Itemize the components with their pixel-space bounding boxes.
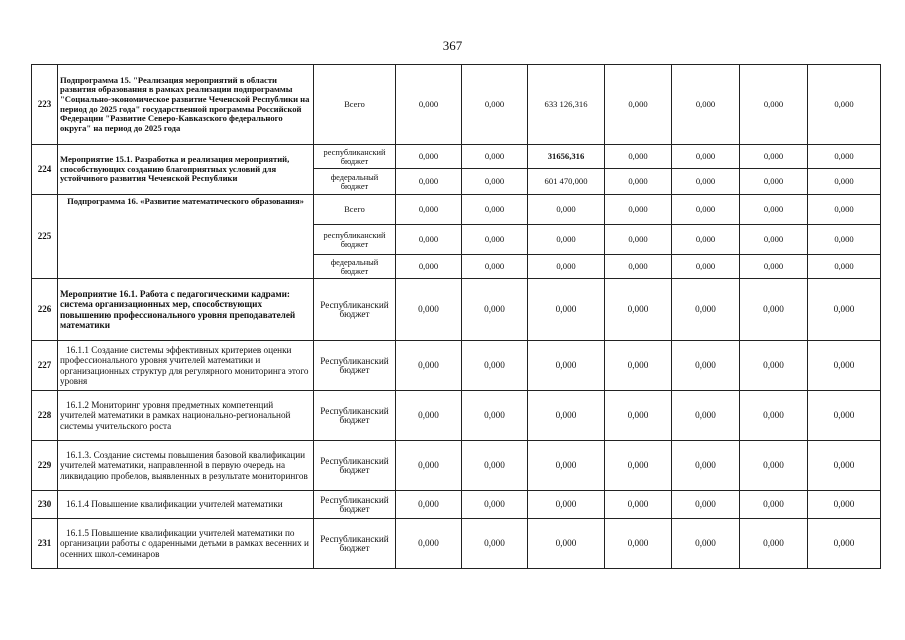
value-cell: 0,000 <box>396 519 462 569</box>
table-row <box>32 491 881 519</box>
value-cell: 633 126,316 <box>528 65 605 145</box>
value-cell: 0,000 <box>605 169 672 195</box>
funding-source: Республиканский бюджет <box>314 391 396 441</box>
row-number: 230 <box>32 491 58 519</box>
value-cell: 0,000 <box>396 341 462 391</box>
value-cell: 0,000 <box>808 391 881 441</box>
value-cell: 0,000 <box>528 255 605 279</box>
row-number: 223 <box>32 65 58 145</box>
value-cell: 0,000 <box>672 279 740 341</box>
value-cell: 0,000 <box>808 65 881 145</box>
value-cell: 0,000 <box>462 391 528 441</box>
row-number: 228 <box>32 391 58 441</box>
value-cell: 0,000 <box>528 279 605 341</box>
budget-table <box>31 64 881 569</box>
value-cell: 0,000 <box>672 491 740 519</box>
value-cell: 0,000 <box>808 441 881 491</box>
value-cell: 0,000 <box>672 341 740 391</box>
value-cell: 0,000 <box>605 65 672 145</box>
value-cell: 0,000 <box>605 195 672 225</box>
funding-source: Всего <box>314 195 396 225</box>
table-row <box>32 519 881 569</box>
funding-source: Республиканский бюджет <box>314 491 396 519</box>
value-cell: 0,000 <box>462 341 528 391</box>
value-cell: 0,000 <box>808 491 881 519</box>
value-cell: 0,000 <box>528 519 605 569</box>
value-cell: 0,000 <box>605 225 672 255</box>
value-cell: 0,000 <box>528 491 605 519</box>
value-cell: 0,000 <box>462 255 528 279</box>
value-cell: 0,000 <box>462 145 528 169</box>
value-cell: 0,000 <box>740 169 808 195</box>
table-row <box>32 391 881 441</box>
value-cell: 0,000 <box>740 491 808 519</box>
value-cell: 0,000 <box>605 341 672 391</box>
value-cell: 0,000 <box>396 145 462 169</box>
table-row <box>32 279 881 341</box>
funding-source: республиканский бюджет <box>314 225 396 255</box>
value-cell: 601 470,000 <box>528 169 605 195</box>
value-cell: 0,000 <box>740 391 808 441</box>
value-cell: 0,000 <box>396 491 462 519</box>
value-cell: 0,000 <box>740 65 808 145</box>
value-cell: 0,000 <box>740 341 808 391</box>
row-name: Подпрограмма 16. «Развитие математического образования» <box>58 195 314 279</box>
value-cell: 0,000 <box>605 145 672 169</box>
table-row <box>32 441 881 491</box>
value-cell: 31656,316 <box>528 145 605 169</box>
value-cell: 0,000 <box>672 169 740 195</box>
value-cell: 0,000 <box>396 225 462 255</box>
value-cell: 0,000 <box>605 391 672 441</box>
value-cell: 0,000 <box>740 255 808 279</box>
value-cell: 0,000 <box>396 279 462 341</box>
value-cell: 0,000 <box>396 441 462 491</box>
value-cell: 0,000 <box>396 65 462 145</box>
value-cell: 0,000 <box>462 441 528 491</box>
value-cell: 0,000 <box>396 255 462 279</box>
value-cell: 0,000 <box>462 519 528 569</box>
funding-source: федеральный бюджет <box>314 169 396 195</box>
funding-source: Республиканский бюджет <box>314 341 396 391</box>
funding-source: Республиканский бюджет <box>314 279 396 341</box>
value-cell: 0,000 <box>396 195 462 225</box>
value-cell: 0,000 <box>672 65 740 145</box>
value-cell: 0,000 <box>808 225 881 255</box>
value-cell: 0,000 <box>396 391 462 441</box>
value-cell: 0,000 <box>605 255 672 279</box>
value-cell: 0,000 <box>808 279 881 341</box>
funding-source: республиканский бюджет <box>314 145 396 169</box>
table-row <box>32 145 881 169</box>
value-cell: 0,000 <box>462 65 528 145</box>
value-cell: 0,000 <box>740 195 808 225</box>
value-cell: 0,000 <box>605 279 672 341</box>
value-cell: 0,000 <box>672 519 740 569</box>
value-cell: 0,000 <box>740 225 808 255</box>
value-cell: 0,000 <box>462 225 528 255</box>
page-number: 367 <box>442 38 463 53</box>
value-cell: 0,000 <box>740 441 808 491</box>
value-cell: 0,000 <box>672 195 740 225</box>
row-number: 224 <box>32 145 58 195</box>
value-cell: 0,000 <box>672 225 740 255</box>
value-cell: 0,000 <box>528 341 605 391</box>
value-cell: 0,000 <box>605 441 672 491</box>
value-cell: 0,000 <box>672 391 740 441</box>
value-cell: 0,000 <box>808 341 881 391</box>
value-cell: 0,000 <box>528 195 605 225</box>
row-number: 226 <box>32 279 58 341</box>
row-name: 16.1.3. Создание системы повышения базовой квалификации учителей математики, направленной в первую очередь на ликвидацию пробелов, выявленных в результате мониторингов <box>58 441 314 491</box>
value-cell: 0,000 <box>808 145 881 169</box>
value-cell: 0,000 <box>808 519 881 569</box>
value-cell: 0,000 <box>462 279 528 341</box>
row-number: 231 <box>32 519 58 569</box>
funding-source: Всего <box>314 65 396 145</box>
row-name: 16.1.4 Повышение квалификации учителей математики <box>58 491 314 519</box>
value-cell: 0,000 <box>808 169 881 195</box>
funding-source: Республиканский бюджет <box>314 441 396 491</box>
value-cell: 0,000 <box>462 195 528 225</box>
value-cell: 0,000 <box>672 441 740 491</box>
value-cell: 0,000 <box>740 519 808 569</box>
value-cell: 0,000 <box>740 145 808 169</box>
table-row <box>32 195 881 225</box>
value-cell: 0,000 <box>808 255 881 279</box>
value-cell: 0,000 <box>605 491 672 519</box>
value-cell: 0,000 <box>740 279 808 341</box>
row-number: 225 <box>32 195 58 279</box>
value-cell: 0,000 <box>528 225 605 255</box>
value-cell: 0,000 <box>396 169 462 195</box>
funding-source: федеральный бюджет <box>314 255 396 279</box>
table-row <box>32 341 881 391</box>
row-name: Мероприятие 15.1. Разработка и реализация мероприятий, способствующих созданию благоприятных условий для устойчивого развития Чеченской Республики <box>58 145 314 195</box>
value-cell: 0,000 <box>808 195 881 225</box>
row-name: 16.1.2 Мониторинг уровня предметных компетенций учителей математики в рамках национально-региональной системы учительского роста <box>58 391 314 441</box>
table-row <box>32 65 881 145</box>
value-cell: 0,000 <box>528 441 605 491</box>
value-cell: 0,000 <box>672 145 740 169</box>
row-name: 16.1.5 Повышение квалификации учителей математики по организации работы с одаренными детьми в рамках весенних и осенних школ-семинаров <box>58 519 314 569</box>
funding-source: Республиканский бюджет <box>314 519 396 569</box>
row-number: 227 <box>32 341 58 391</box>
row-name: Мероприятие 16.1. Работа с педагогическими кадрами: система организационных мер, способствующих повышению профессионального уровня преподавателей математики <box>58 279 314 341</box>
value-cell: 0,000 <box>605 519 672 569</box>
value-cell: 0,000 <box>462 169 528 195</box>
row-number: 229 <box>32 441 58 491</box>
value-cell: 0,000 <box>672 255 740 279</box>
row-name: 16.1.1 Создание системы эффективных критериев оценки профессионального уровня учителей математики и организационных структур для регулярного мониторинга этого уровня <box>58 341 314 391</box>
row-name: Подпрограмма 15. "Реализация мероприятий в области развития образования в рамках реализации подпрограммы "Социально-экономическое развитие Чеченской Республики на период до 2025 года" государственной программы Российской Федерации "Развитие Северо-Кавказского федерального округа" на период до 2025 года <box>58 65 314 145</box>
value-cell: 0,000 <box>462 491 528 519</box>
value-cell: 0,000 <box>528 391 605 441</box>
